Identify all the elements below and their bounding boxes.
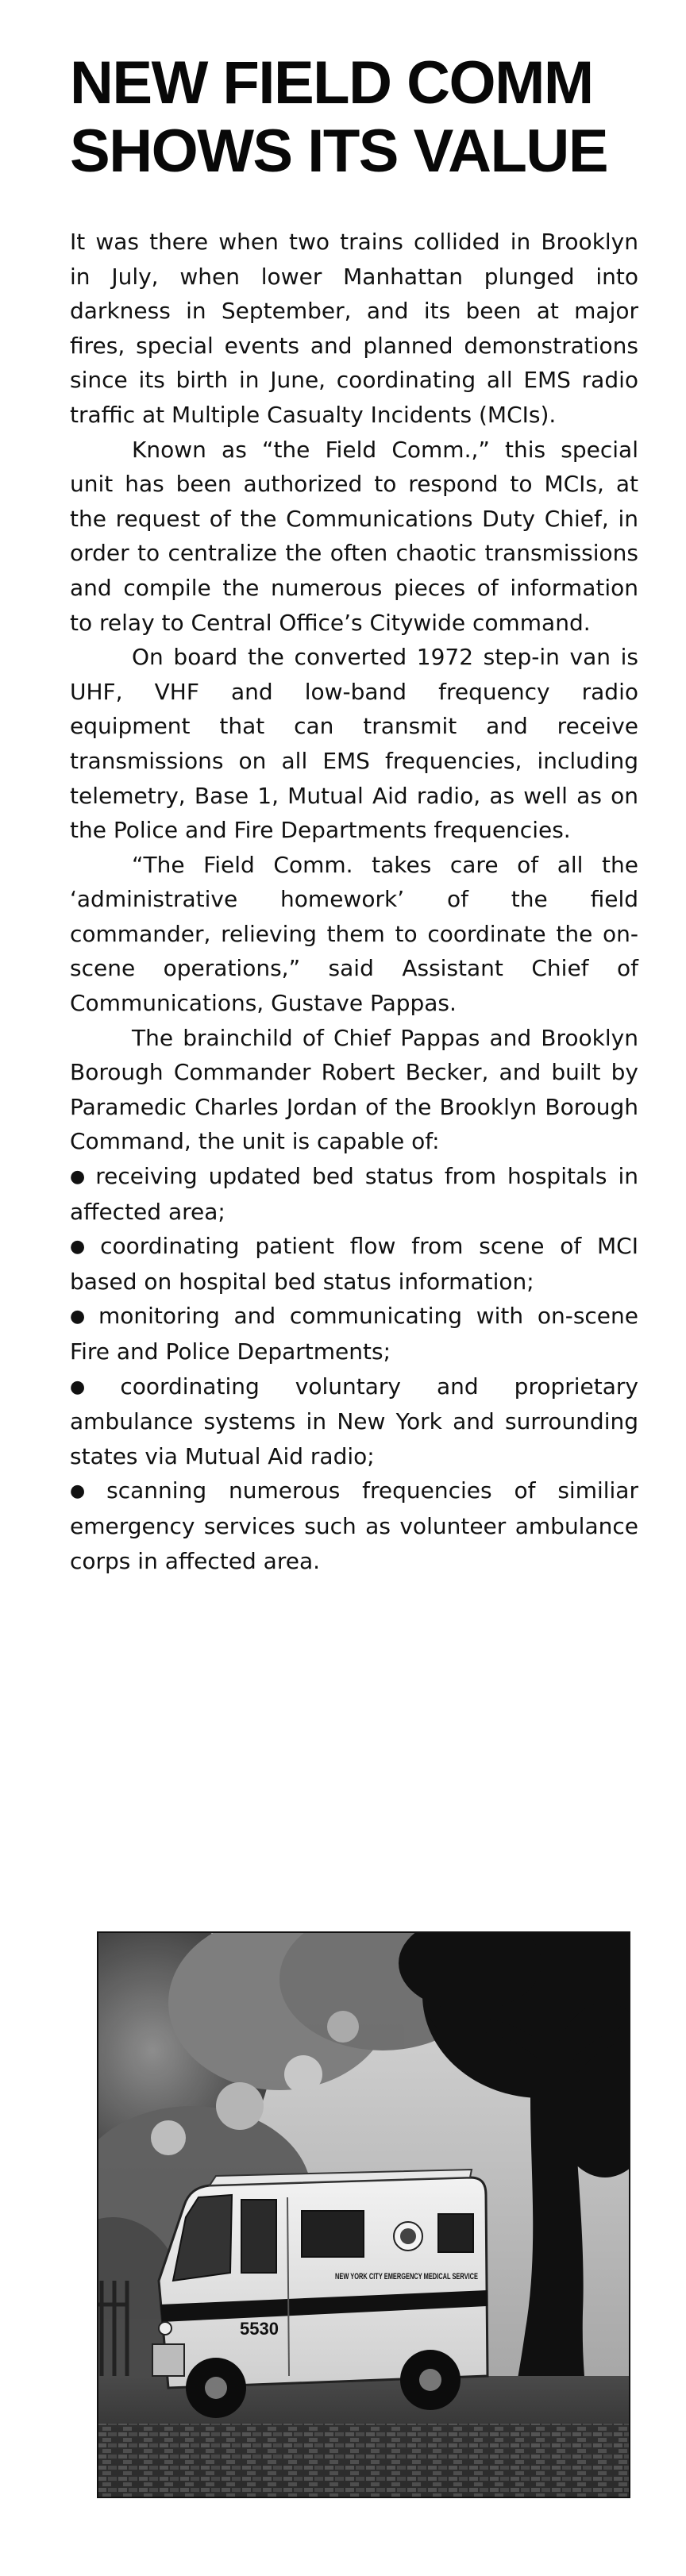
bullet-icon: ● xyxy=(70,1377,114,1397)
article-body xyxy=(70,225,638,1578)
list-item: ● scanning numerous frequencies of similiar emergency services such as volunteer ambulance corps in affected area. xyxy=(70,1477,638,1574)
paragraph-intro: It was there when two trains collided in Brooklyn in July, when lower Manhattan plunged into darkness in September, and its been at major fires, special events and planned demonstrations since its birth in June, coordinating all EMS radio traffic at Multiple Casualty Incidents (MCIs). xyxy=(70,229,638,428)
list-item: ● receiving updated bed status from hospitals in affected area; xyxy=(70,1163,638,1225)
paragraph-quote: “The Field Comm. takes care of all the ‘administrative homework’ of the field commander, relieving them to coordinate the on-scene operations,” said Assistant Chief of Communications, Gustave Pappas. xyxy=(70,851,638,1017)
capabilities-list xyxy=(70,1159,638,1578)
list-item: ● coordinating patient flow from scene of MCI based on hospital bed status information; xyxy=(70,1233,638,1295)
list-item: ● coordinating voluntary and proprietary ambulance systems in New York and surrounding states via Mutual Aid radio; xyxy=(70,1373,638,1469)
headline xyxy=(70,49,642,186)
field-comm-van-photo xyxy=(97,1931,630,2498)
photo-cobblestones xyxy=(97,2424,630,2498)
bullet-icon: ● xyxy=(70,1167,90,1188)
headline-line-1: NEW FIELD COMM xyxy=(70,49,593,117)
paragraph-equipment: On board the converted 1972 step-in van is UHF, VHF and low-band frequency radio equipment that can transmit and receive transmissions on all EMS frequencies, including telemetry, Base 1, Mutual Aid radio, as well as on the Police and Fire Departments frequencies. xyxy=(70,644,638,844)
ems-van xyxy=(152,2170,488,2418)
paragraph-field-comm: Known as “the Field Comm.,” this special unit has been authorized to respond to MCIs, at the request of the Communications Duty Chief, in order to centralize the often chaotic transmissions and compile the numerous pieces of information to relay to Central Office’s Citywide command. xyxy=(70,436,638,636)
bullet-icon: ● xyxy=(70,1237,94,1257)
van-side-lettering: NEW YORK CITY EMERGENCY MEDICAL SERVICE xyxy=(335,2272,478,2281)
bullet-icon: ● xyxy=(70,1481,101,1502)
list-item: ● monitoring and communicating with on-scene Fire and Police Departments; xyxy=(70,1303,638,1365)
bullet-icon: ● xyxy=(70,1307,92,1327)
van-number: 5530 xyxy=(240,2319,279,2339)
headline-line-2: SHOWS ITS VALUE xyxy=(70,117,608,185)
paragraph-brainchild: The brainchild of Chief Pappas and Brooklyn Borough Commander Robert Becker, and built by Paramedic Charles Jordan of the Brooklyn Borough Command, the unit is capable of: xyxy=(70,1024,638,1155)
